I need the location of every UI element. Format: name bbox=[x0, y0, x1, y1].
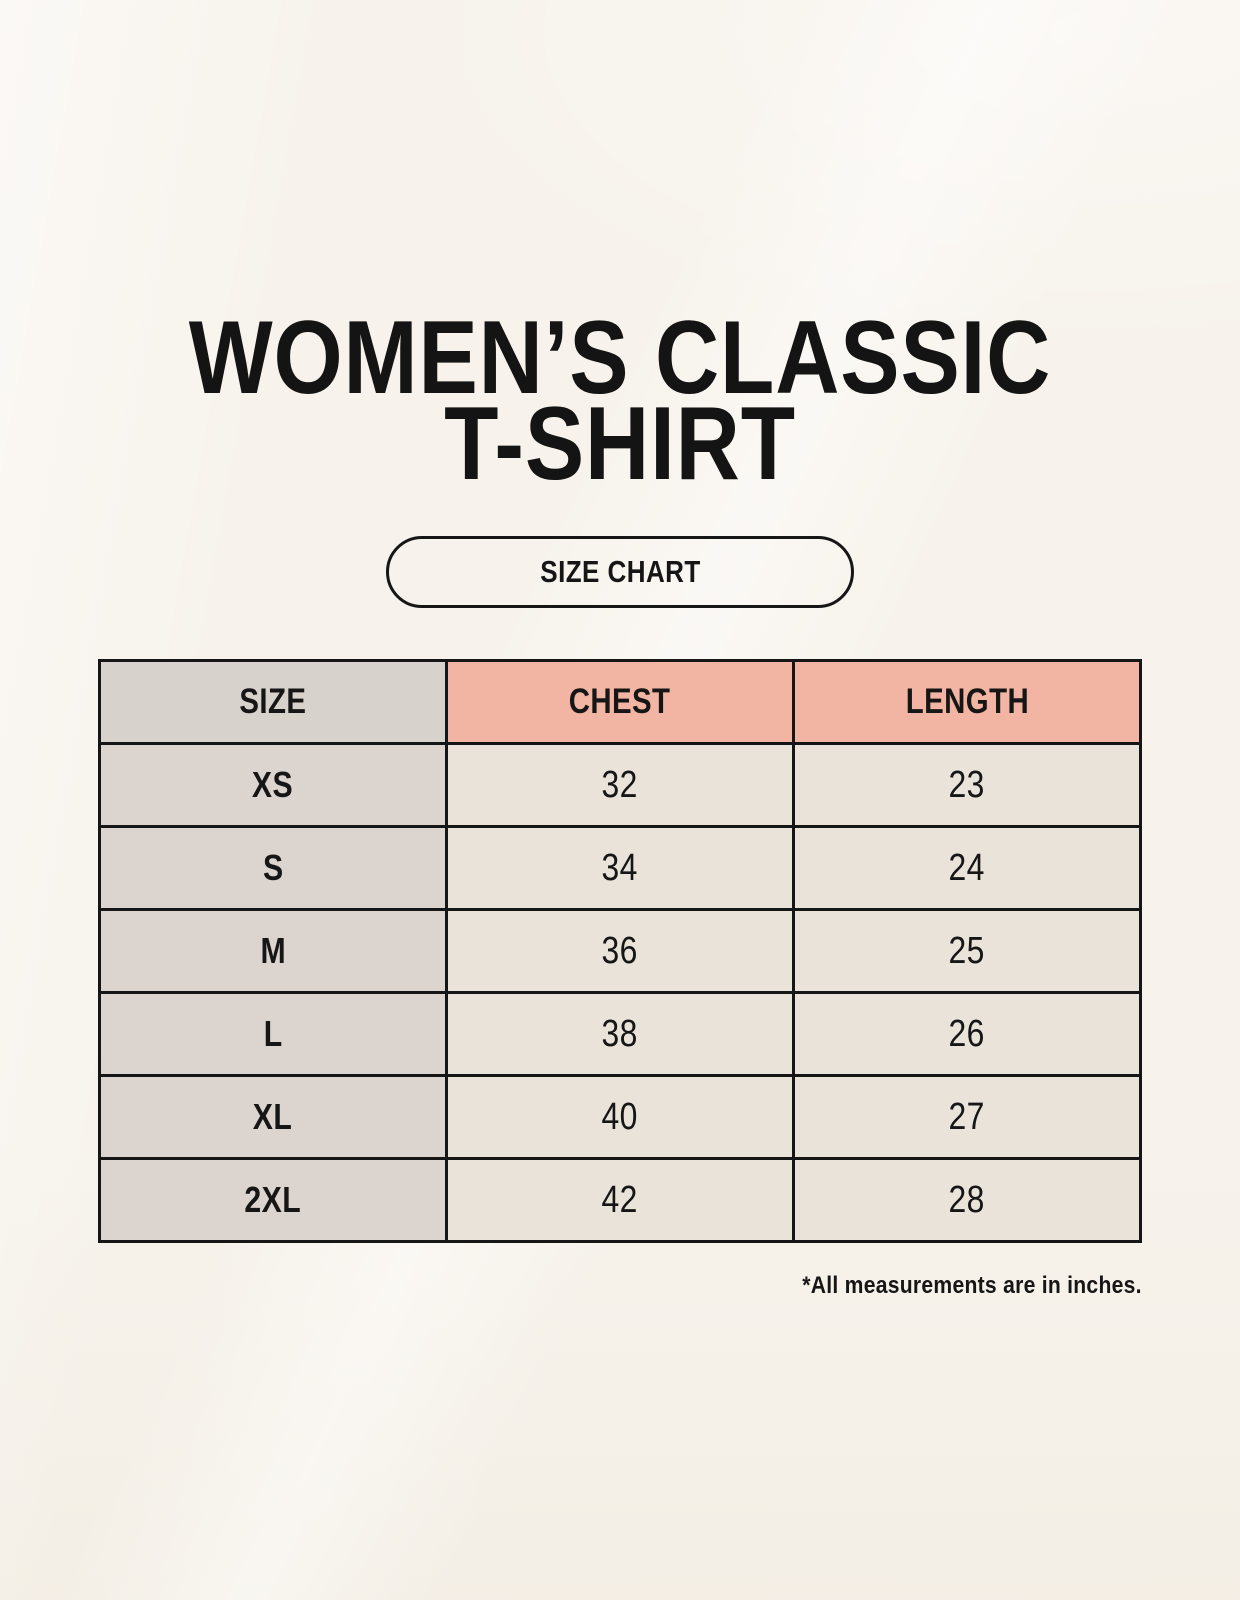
size-cell bbox=[100, 744, 447, 827]
size-label: XS bbox=[252, 764, 294, 805]
length-cell bbox=[794, 744, 1141, 827]
table-row bbox=[100, 993, 1141, 1076]
length-value: 27 bbox=[948, 1095, 986, 1138]
size-chart-button[interactable] bbox=[386, 536, 854, 608]
length-value: 26 bbox=[948, 1012, 986, 1055]
size-cell bbox=[100, 910, 447, 993]
chest-value: 40 bbox=[601, 1095, 639, 1138]
measurements-footnote-text: *All measurements are in inches. bbox=[802, 1272, 1142, 1299]
length-cell bbox=[794, 1076, 1141, 1159]
chest-cell bbox=[447, 1076, 794, 1159]
chest-value: 34 bbox=[601, 846, 639, 889]
length-value: 23 bbox=[948, 763, 986, 806]
measurements-footnote bbox=[756, 1272, 1142, 1300]
size-cell bbox=[100, 1076, 447, 1159]
size-chart-table bbox=[98, 659, 1142, 1243]
column-header-size-label: SIZE bbox=[239, 682, 307, 721]
chest-value: 32 bbox=[601, 763, 639, 806]
length-cell bbox=[794, 1159, 1141, 1242]
table-header-row bbox=[100, 661, 1141, 744]
table-row bbox=[100, 744, 1141, 827]
length-cell bbox=[794, 910, 1141, 993]
table-row bbox=[100, 1159, 1141, 1242]
size-label: S bbox=[262, 847, 284, 888]
length-cell bbox=[794, 993, 1141, 1076]
chest-cell bbox=[447, 993, 794, 1076]
size-label: 2XL bbox=[244, 1179, 302, 1220]
size-label: L bbox=[263, 1013, 283, 1054]
size-cell bbox=[100, 1159, 447, 1242]
size-chart-button-label: SIZE CHART bbox=[539, 554, 701, 589]
size-cell bbox=[100, 827, 447, 910]
size-label: XL bbox=[253, 1096, 293, 1137]
column-header-size bbox=[100, 661, 447, 744]
title-line-1: WOMEN’S CLASSIC bbox=[188, 300, 1052, 416]
table-row bbox=[100, 910, 1141, 993]
length-value: 24 bbox=[948, 846, 986, 889]
column-header-chest bbox=[447, 661, 794, 744]
page-title bbox=[90, 300, 1150, 502]
length-value: 25 bbox=[948, 929, 986, 972]
chest-cell bbox=[447, 1159, 794, 1242]
title-line-2: T-SHIRT bbox=[444, 386, 796, 502]
table-row bbox=[100, 1076, 1141, 1159]
chest-value: 36 bbox=[601, 929, 639, 972]
chest-cell bbox=[447, 910, 794, 993]
chest-value: 38 bbox=[601, 1012, 639, 1055]
chest-value: 42 bbox=[601, 1178, 639, 1221]
length-cell bbox=[794, 827, 1141, 910]
chest-cell bbox=[447, 744, 794, 827]
column-header-length-label: LENGTH bbox=[905, 682, 1029, 721]
length-value: 28 bbox=[948, 1178, 986, 1221]
column-header-length bbox=[794, 661, 1141, 744]
size-cell bbox=[100, 993, 447, 1076]
column-header-chest-label: CHEST bbox=[569, 682, 671, 721]
size-label: M bbox=[260, 930, 286, 971]
chest-cell bbox=[447, 827, 794, 910]
table-row bbox=[100, 827, 1141, 910]
